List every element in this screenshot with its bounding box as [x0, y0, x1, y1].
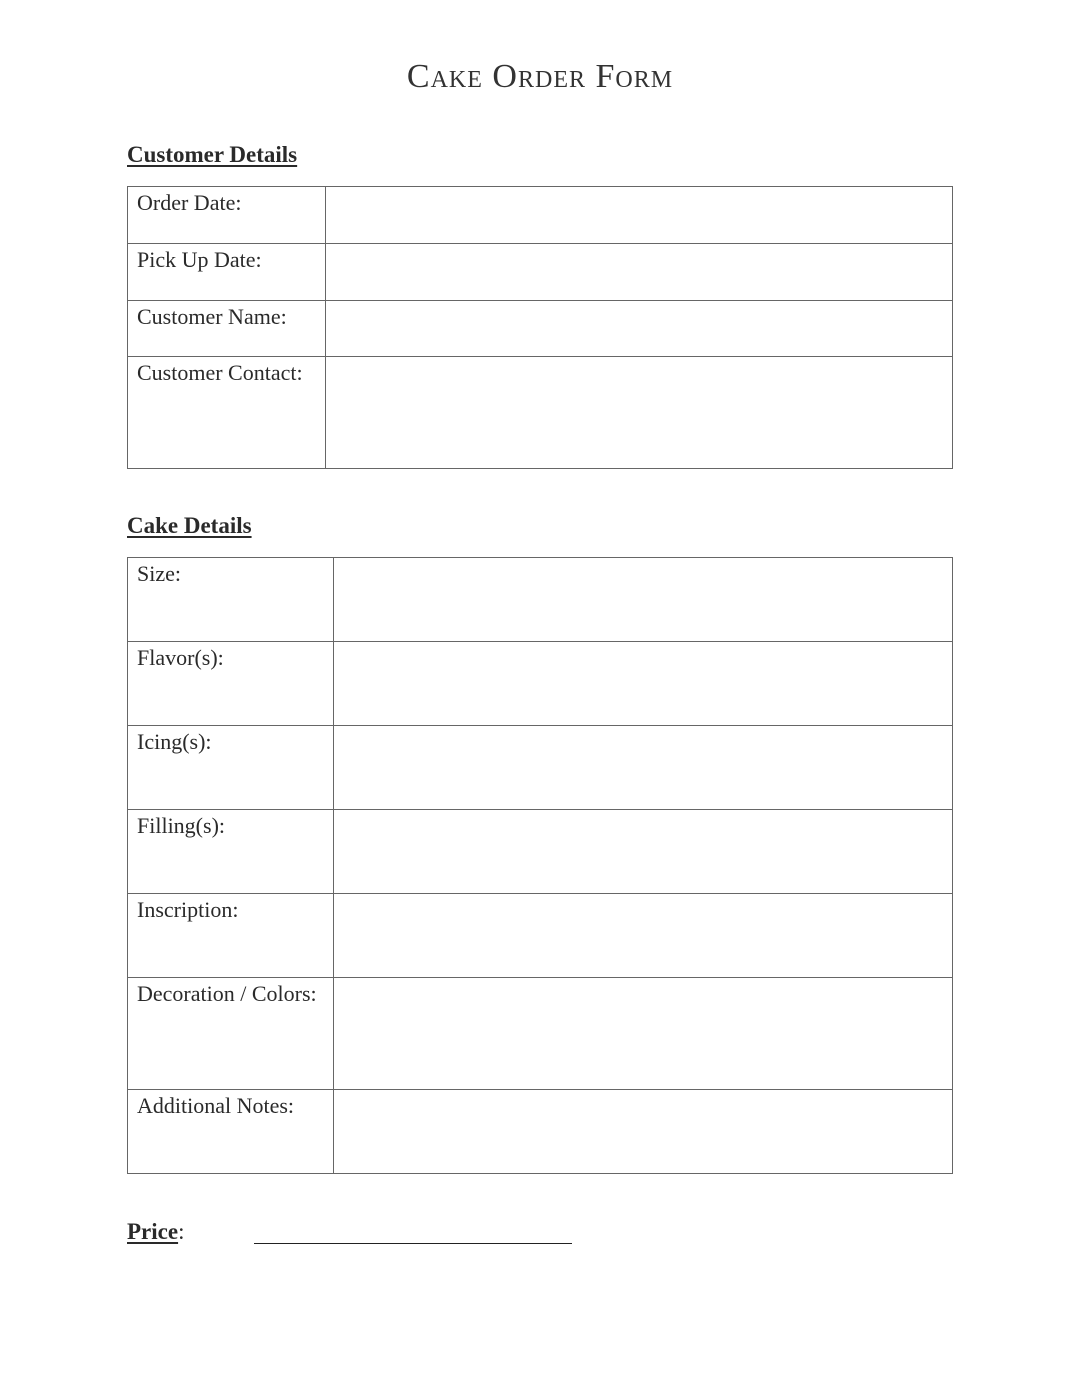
- decoration-colors-label: Decoration / Colors:: [128, 978, 334, 1090]
- customer-name-label: Customer Name:: [128, 301, 326, 357]
- pick-up-date-label: Pick Up Date:: [128, 244, 326, 301]
- customer-contact-field[interactable]: [326, 357, 953, 469]
- table-row: [128, 810, 953, 894]
- fillings-field[interactable]: [334, 810, 953, 894]
- price-colon: :: [178, 1219, 185, 1244]
- table-row: [128, 1090, 953, 1174]
- size-label: Size:: [128, 558, 334, 642]
- price-field[interactable]: [254, 1243, 572, 1244]
- price-row: [127, 1219, 184, 1245]
- inscription-field[interactable]: [334, 894, 953, 978]
- icings-field[interactable]: [334, 726, 953, 810]
- cake-details-table: [127, 557, 953, 1174]
- table-row: [128, 726, 953, 810]
- icings-label: Icing(s):: [128, 726, 334, 810]
- table-row: [128, 357, 953, 469]
- flavors-label: Flavor(s):: [128, 642, 334, 726]
- table-row: [128, 558, 953, 642]
- size-field[interactable]: [334, 558, 953, 642]
- order-date-field[interactable]: [326, 187, 953, 244]
- cake-details-heading: Cake Details: [127, 513, 252, 538]
- pick-up-date-field[interactable]: [326, 244, 953, 301]
- customer-details-heading: Customer Details: [127, 142, 298, 167]
- flavors-field[interactable]: [334, 642, 953, 726]
- order-date-label: Order Date:: [128, 187, 326, 244]
- price-label: Price: [127, 1219, 179, 1244]
- customer-details-table: [127, 186, 953, 469]
- decoration-colors-field[interactable]: [334, 978, 953, 1090]
- additional-notes-label: Additional Notes:: [128, 1090, 334, 1174]
- additional-notes-field[interactable]: [334, 1090, 953, 1174]
- table-row: [128, 244, 953, 301]
- customer-contact-label: Customer Contact:: [128, 357, 326, 469]
- customer-name-field[interactable]: [326, 301, 953, 357]
- table-row: [128, 301, 953, 357]
- fillings-label: Filling(s):: [128, 810, 334, 894]
- table-row: [128, 642, 953, 726]
- inscription-label: Inscription:: [128, 894, 334, 978]
- form-title: Cake Order Form: [406, 58, 674, 95]
- table-row: [128, 894, 953, 978]
- table-row: [128, 187, 953, 244]
- table-row: [128, 978, 953, 1090]
